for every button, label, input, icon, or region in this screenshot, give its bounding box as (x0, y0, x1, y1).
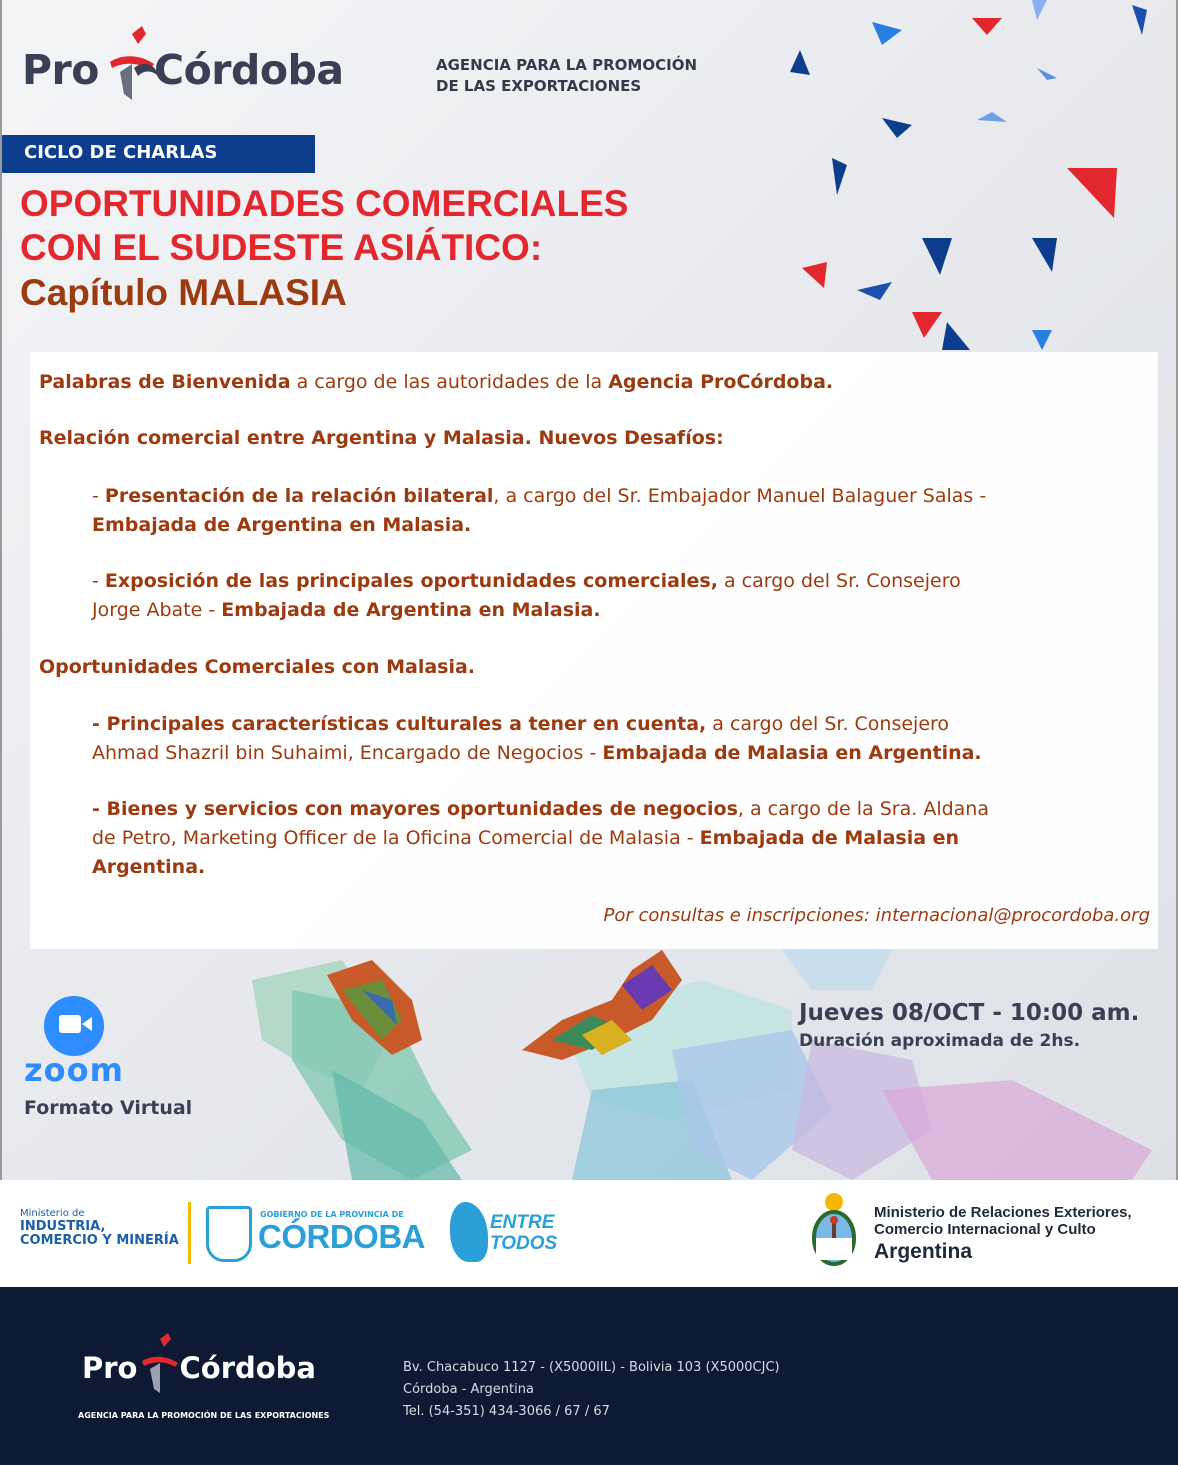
event-duration: Duración aproximada de 2hs. (799, 1031, 1081, 1051)
format-label: Formato Virtual (24, 1097, 193, 1119)
zoom-wordmark: zoom (24, 1051, 124, 1089)
title-line-3: Capítulo MALASIA (20, 272, 347, 313)
province-map-icon (450, 1202, 488, 1262)
address-line-2: Córdoba - Argentina (403, 1382, 534, 1397)
item-1-dash: - (92, 485, 105, 507)
zoom-camera-body (59, 1015, 81, 1033)
item-4-org: Embajada de Malasia en (699, 827, 960, 849)
zoom-camera-lens (82, 1017, 92, 1031)
item-3-line-2 (92, 739, 982, 768)
section-1-heading (39, 424, 724, 453)
agency-line-2: DE LAS EXPORTACIONES (436, 77, 642, 95)
item-3-org: Embajada de Malasia en Argentina. (602, 742, 982, 764)
ministerio-industria-logo (20, 1208, 179, 1248)
item-2-bold: Exposición de las principales oportunidades comerciales, (104, 570, 718, 592)
event-title (20, 182, 628, 316)
agency-tagline (436, 55, 697, 97)
program-panel (30, 352, 1158, 949)
footer-address (403, 1357, 780, 1423)
todos-text: TODOS (490, 1233, 558, 1254)
contact-line[interactable]: Por consultas e inscripciones: internacional@procordoba.org (603, 905, 1150, 926)
entre-todos-logo (490, 1212, 557, 1254)
item-1-org: Embajada de Argentina en Malasia. (92, 514, 472, 536)
mre-line-2: Comercio Internacional y Culto (874, 1221, 1096, 1238)
event-date: Jueves 08/OCT - 10:00 am. (799, 1000, 1140, 1026)
item-2 (92, 567, 961, 596)
badge-underline (2, 171, 315, 173)
welcome-bold: Palabras de Bienvenida (39, 371, 291, 393)
item-1-text: , a cargo del Sr. Embajador Manuel Balaguer Salas - (493, 485, 987, 507)
mre-line-1: Ministerio de Relaciones Exteriores, (874, 1204, 1132, 1221)
footer-logo-cordoba: Córdoba (179, 1351, 317, 1385)
section-1-text: Relación comercial entre Argentina y Malasia. Nuevos Desafíos: (39, 427, 724, 449)
agency-line-1: AGENCIA PARA LA PROMOCIÓN (436, 56, 698, 74)
cordoba-wordmark: CÓRDOBA (258, 1218, 425, 1255)
footer-tagline: AGENCIA PARA LA PROMOCIÓN DE LAS EXPORTACIONES (78, 1411, 330, 1420)
item-1 (92, 482, 986, 511)
section-2-text: Oportunidades Comerciales con Malasia. (39, 656, 476, 678)
phone-line: Tel. (54-351) 434-3066 / 67 / 67 (403, 1404, 610, 1419)
item-3-bold: - Principales características culturales a tener en cuenta, (92, 713, 707, 735)
item-3-text-2: Ahmad Shazril bin Suhaimi, Encargado de Negocios - (92, 742, 603, 764)
item-4-text: , a cargo de la Sra. Aldana (737, 798, 989, 820)
logo-pro-text: Pro (22, 46, 99, 94)
item-4-org-2: Argentina. (92, 856, 206, 878)
min-line-3: COMERCIO Y MINERÍA (20, 1233, 179, 1248)
cordoba-shield-icon (206, 1206, 252, 1262)
argentina-coat-of-arms-icon (806, 1188, 862, 1274)
welcome-agency: Agencia ProCórdoba. (608, 371, 834, 393)
decorative-triangles (702, 0, 1178, 360)
entre-text: ENTRE (490, 1212, 555, 1233)
item-2-text-2: Jorge Abate - (92, 599, 222, 621)
item-2-line-2 (92, 596, 601, 625)
ciclo-badge-label: CICLO DE CHARLAS (24, 142, 218, 163)
item-2-text: a cargo del Sr. Consejero (717, 570, 961, 592)
footer (0, 1287, 1178, 1465)
gobierno-label: GOBIERNO DE LA PROVINCIA DE (260, 1210, 404, 1219)
item-1-bold: Presentación de la relación bilateral (104, 485, 494, 507)
item-2-dash: - (92, 570, 105, 592)
mre-line-3: Argentina (874, 1240, 973, 1263)
item-2-org: Embajada de Argentina en Malasia. (221, 599, 601, 621)
footer-logo-pro: Pro (82, 1351, 138, 1385)
sponsors-bar (0, 1180, 1178, 1287)
item-1-org-line (92, 511, 471, 540)
item-4 (92, 795, 989, 824)
welcome-text: a cargo de las autoridades de la (290, 371, 609, 393)
item-3 (92, 710, 949, 739)
ministerio-relaciones-exteriores (874, 1204, 1132, 1265)
min-line-2: INDUSTRIA, (20, 1219, 106, 1234)
sponsor-divider (188, 1202, 191, 1264)
item-4-line-3 (92, 853, 205, 882)
item-3-text: a cargo del Sr. Consejero (706, 713, 950, 735)
min-line-1: Ministerio de (20, 1208, 85, 1219)
title-line-2: CON EL SUDESTE ASIÁTICO: (20, 227, 543, 268)
item-4-text-2: de Petro, Marketing Officer de la Oficina Comercial de Malasia - (92, 827, 700, 849)
footer-logo-mark-icon (138, 1331, 182, 1397)
footer-logo (82, 1351, 316, 1385)
welcome-line (39, 368, 833, 397)
ciclo-badge (2, 135, 315, 171)
address-line-1: Bv. Chacabuco 1127 - (X5000IIL) - Bolivia 103 (X5000CJC) (403, 1360, 780, 1375)
logo-mark-icon (102, 24, 162, 104)
item-4-line-2 (92, 824, 959, 853)
section-2-heading (39, 653, 475, 682)
item-4-bold: - Bienes y servicios con mayores oportunidades de negocios (92, 798, 738, 820)
title-line-1: OPORTUNIDADES COMERCIALES (20, 183, 629, 224)
logo-cordoba-text: Córdoba (154, 46, 344, 94)
